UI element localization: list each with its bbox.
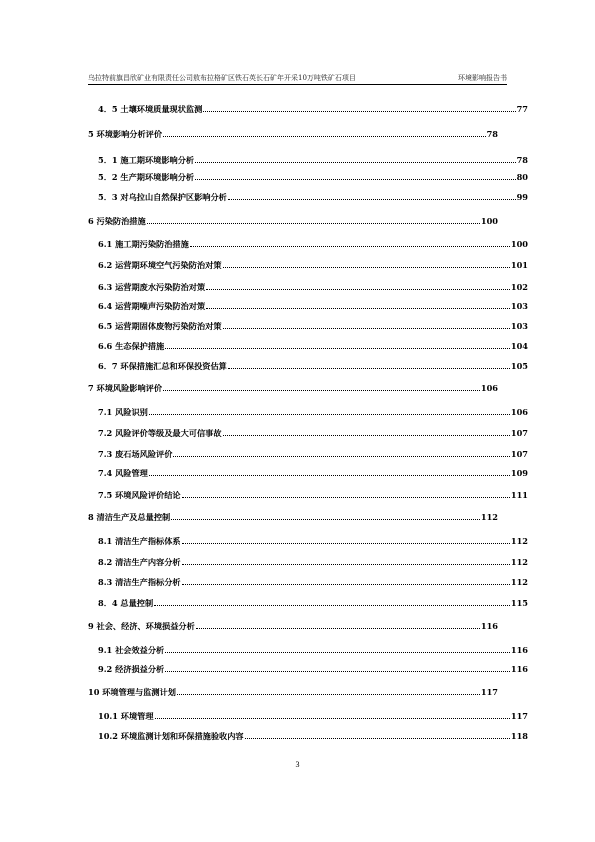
toc-leader-dots bbox=[177, 694, 480, 695]
toc-entry[interactable] bbox=[98, 645, 528, 655]
toc-entry-title: 10 环境管理与监测计划 bbox=[88, 687, 176, 697]
toc-entry[interactable] bbox=[98, 731, 528, 741]
toc-leader-dots bbox=[228, 368, 510, 369]
toc-leader-dots bbox=[182, 497, 510, 498]
toc-entry-page: 101 bbox=[510, 260, 528, 270]
toc-leader-dots bbox=[190, 246, 510, 247]
toc-entry-title: 5．2 生产期环境影响分析 bbox=[98, 172, 195, 182]
toc-leader-dots bbox=[165, 671, 510, 672]
toc-entry[interactable] bbox=[98, 155, 528, 165]
toc-entry[interactable] bbox=[98, 407, 528, 417]
toc-entry-title: 5．3 对乌拉山自然保护区影响分析 bbox=[98, 192, 227, 202]
toc-leader-dots bbox=[182, 584, 510, 585]
toc-entry-page: 118 bbox=[510, 731, 528, 741]
toc-entry[interactable] bbox=[98, 341, 528, 351]
toc-entry-title: 9 社会、经济、环境损益分析 bbox=[88, 621, 195, 631]
toc-entry-title: 6.1 施工期污染防治措施 bbox=[98, 239, 189, 249]
toc-leader-dots bbox=[203, 111, 515, 112]
toc-leader-dots bbox=[223, 267, 510, 268]
toc-entry-page: 111 bbox=[510, 490, 528, 500]
toc-entry[interactable] bbox=[98, 449, 528, 459]
toc-entry-title: 8 清洁生产及总量控制 bbox=[88, 512, 171, 522]
toc-entry-page: 104 bbox=[510, 341, 528, 351]
page-number: 3 bbox=[295, 760, 300, 769]
toc-entry[interactable] bbox=[98, 104, 528, 114]
toc-entry-title: 9.1 社会效益分析 bbox=[98, 645, 165, 655]
toc-entry-page: 106 bbox=[480, 383, 498, 393]
toc-entry-page: 117 bbox=[510, 711, 528, 721]
toc-leader-dots bbox=[155, 718, 510, 719]
toc-entry[interactable] bbox=[98, 664, 528, 674]
toc-entry-page: 107 bbox=[510, 449, 528, 459]
toc-entry-title: 6 污染防治措施 bbox=[88, 216, 146, 226]
toc-leader-dots bbox=[195, 179, 515, 180]
toc-entry-title: 7.3 废石场风险评价 bbox=[98, 449, 173, 459]
toc-entry-page: 116 bbox=[480, 621, 498, 631]
toc-entry[interactable] bbox=[88, 687, 498, 697]
toc-entry-page: 80 bbox=[516, 172, 528, 182]
toc-entry-title: 10.1 环境管理 bbox=[98, 711, 154, 721]
toc-entry[interactable] bbox=[98, 239, 528, 249]
toc-entry-title: 8.1 清洁生产指标体系 bbox=[98, 536, 181, 546]
toc-entry-page: 78 bbox=[486, 129, 498, 139]
toc-entry-title: 6.6 生态保护措施 bbox=[98, 341, 165, 351]
toc-entry-page: 107 bbox=[510, 428, 528, 438]
toc-entry[interactable] bbox=[88, 621, 498, 631]
toc-leader-dots bbox=[228, 199, 516, 200]
toc-entry-page: 100 bbox=[480, 216, 498, 226]
toc-entry[interactable] bbox=[88, 216, 498, 226]
toc-leader-dots bbox=[245, 738, 510, 739]
toc-entry[interactable] bbox=[98, 468, 528, 478]
toc-entry[interactable] bbox=[98, 282, 528, 292]
header-rule bbox=[88, 84, 507, 85]
toc-entry-title: 7 环境风险影响评价 bbox=[88, 383, 163, 393]
toc-entry-title: 8.2 清洁生产内容分析 bbox=[98, 557, 181, 567]
toc-entry[interactable] bbox=[98, 577, 528, 587]
toc-entry-page: 115 bbox=[510, 598, 528, 608]
toc-leader-dots bbox=[182, 543, 510, 544]
toc-entry[interactable] bbox=[98, 260, 528, 270]
toc-leader-dots bbox=[147, 223, 480, 224]
toc-entry-title: 8.3 清洁生产指标分析 bbox=[98, 577, 181, 587]
toc-leader-dots bbox=[196, 628, 480, 629]
toc-leader-dots bbox=[163, 390, 480, 391]
toc-entry-title: 6.2 运营期环境空气污染防治对策 bbox=[98, 260, 222, 270]
toc-entry-page: 112 bbox=[510, 536, 528, 546]
toc-entry-page: 102 bbox=[510, 282, 528, 292]
toc-entry[interactable] bbox=[98, 557, 528, 567]
toc-leader-dots bbox=[195, 162, 515, 163]
toc-entry-title: 9.2 经济损益分析 bbox=[98, 664, 165, 674]
toc-entry-title: 4．5 土壤环境质量现状监测 bbox=[98, 104, 203, 114]
toc-entry-page: 106 bbox=[510, 407, 528, 417]
toc-entry-title: 5．1 施工期环境影响分析 bbox=[98, 155, 195, 165]
toc-entry[interactable] bbox=[88, 129, 498, 139]
toc-leader-dots bbox=[163, 136, 486, 137]
toc-entry[interactable] bbox=[88, 383, 498, 393]
toc-entry-page: 112 bbox=[510, 557, 528, 567]
toc-entry-title: 6.5 运营期固体废物污染防治对策 bbox=[98, 321, 222, 331]
toc-entry-page: 112 bbox=[480, 512, 498, 522]
toc-entry-page: 109 bbox=[510, 468, 528, 478]
toc-leader-dots bbox=[223, 435, 510, 436]
toc-entry-page: 117 bbox=[480, 687, 498, 697]
toc-entry[interactable] bbox=[98, 711, 528, 721]
toc-leader-dots bbox=[149, 475, 510, 476]
toc-entry[interactable] bbox=[98, 428, 528, 438]
toc-entry-page: 100 bbox=[510, 239, 528, 249]
toc-leader-dots bbox=[154, 605, 510, 606]
toc-entry[interactable] bbox=[98, 536, 528, 546]
toc-leader-dots bbox=[206, 289, 510, 290]
toc-entry[interactable] bbox=[98, 192, 528, 202]
toc-entry-title: 6.3 运营期废水污染防治对策 bbox=[98, 282, 206, 292]
toc-entry-title: 7.2 风险评价等级及最大可信事故 bbox=[98, 428, 222, 438]
toc-entry-page: 116 bbox=[510, 664, 528, 674]
toc-leader-dots bbox=[223, 328, 510, 329]
toc-entry-title: 7.4 风险管理 bbox=[98, 468, 148, 478]
toc-entry[interactable] bbox=[98, 321, 528, 331]
toc-leader-dots bbox=[206, 308, 510, 309]
toc-leader-dots bbox=[173, 456, 509, 457]
toc-entry[interactable] bbox=[98, 598, 528, 608]
header-project-title: 乌拉特前旗昌欣矿业有限责任公司敖布拉格矿区铁石英长石矿年开采10万吨铁矿石项目 bbox=[88, 74, 356, 82]
toc-entry-title: 8．4 总量控制 bbox=[98, 598, 154, 608]
toc-entry-page: 112 bbox=[510, 577, 528, 587]
toc-entry[interactable] bbox=[98, 361, 528, 371]
toc-leader-dots bbox=[165, 348, 510, 349]
toc-entry-title: 7.1 风险识别 bbox=[98, 407, 148, 417]
toc-entry[interactable] bbox=[98, 301, 528, 311]
toc-entry-title: 6.4 运营期噪声污染防治对策 bbox=[98, 301, 206, 311]
toc-leader-dots bbox=[165, 652, 510, 653]
toc-entry-title: 5 环境影响分析评价 bbox=[88, 129, 163, 139]
toc-entry-page: 99 bbox=[516, 192, 528, 202]
toc-entry-title: 6．7 环保措施汇总和环保投资估算 bbox=[98, 361, 227, 371]
toc-leader-dots bbox=[182, 564, 510, 565]
toc-leader-dots bbox=[149, 414, 510, 415]
header-document-type: 环境影响报告书 bbox=[458, 74, 507, 82]
toc-entry[interactable] bbox=[88, 512, 498, 522]
toc-entry-title: 7.5 环境风险评价结论 bbox=[98, 490, 181, 500]
toc-entry-page: 105 bbox=[510, 361, 528, 371]
page-header bbox=[88, 71, 507, 83]
toc-entry-page: 103 bbox=[510, 301, 528, 311]
toc-entry-page: 77 bbox=[516, 104, 528, 114]
toc-entry-title: 10.2 环境监测计划和环保措施验收内容 bbox=[98, 731, 244, 741]
toc-entry-page: 78 bbox=[516, 155, 528, 165]
toc-entry[interactable] bbox=[98, 490, 528, 500]
toc-entry-page: 103 bbox=[510, 321, 528, 331]
toc-entry-page: 116 bbox=[510, 645, 528, 655]
toc-entry[interactable] bbox=[98, 172, 528, 182]
toc-leader-dots bbox=[171, 519, 480, 520]
